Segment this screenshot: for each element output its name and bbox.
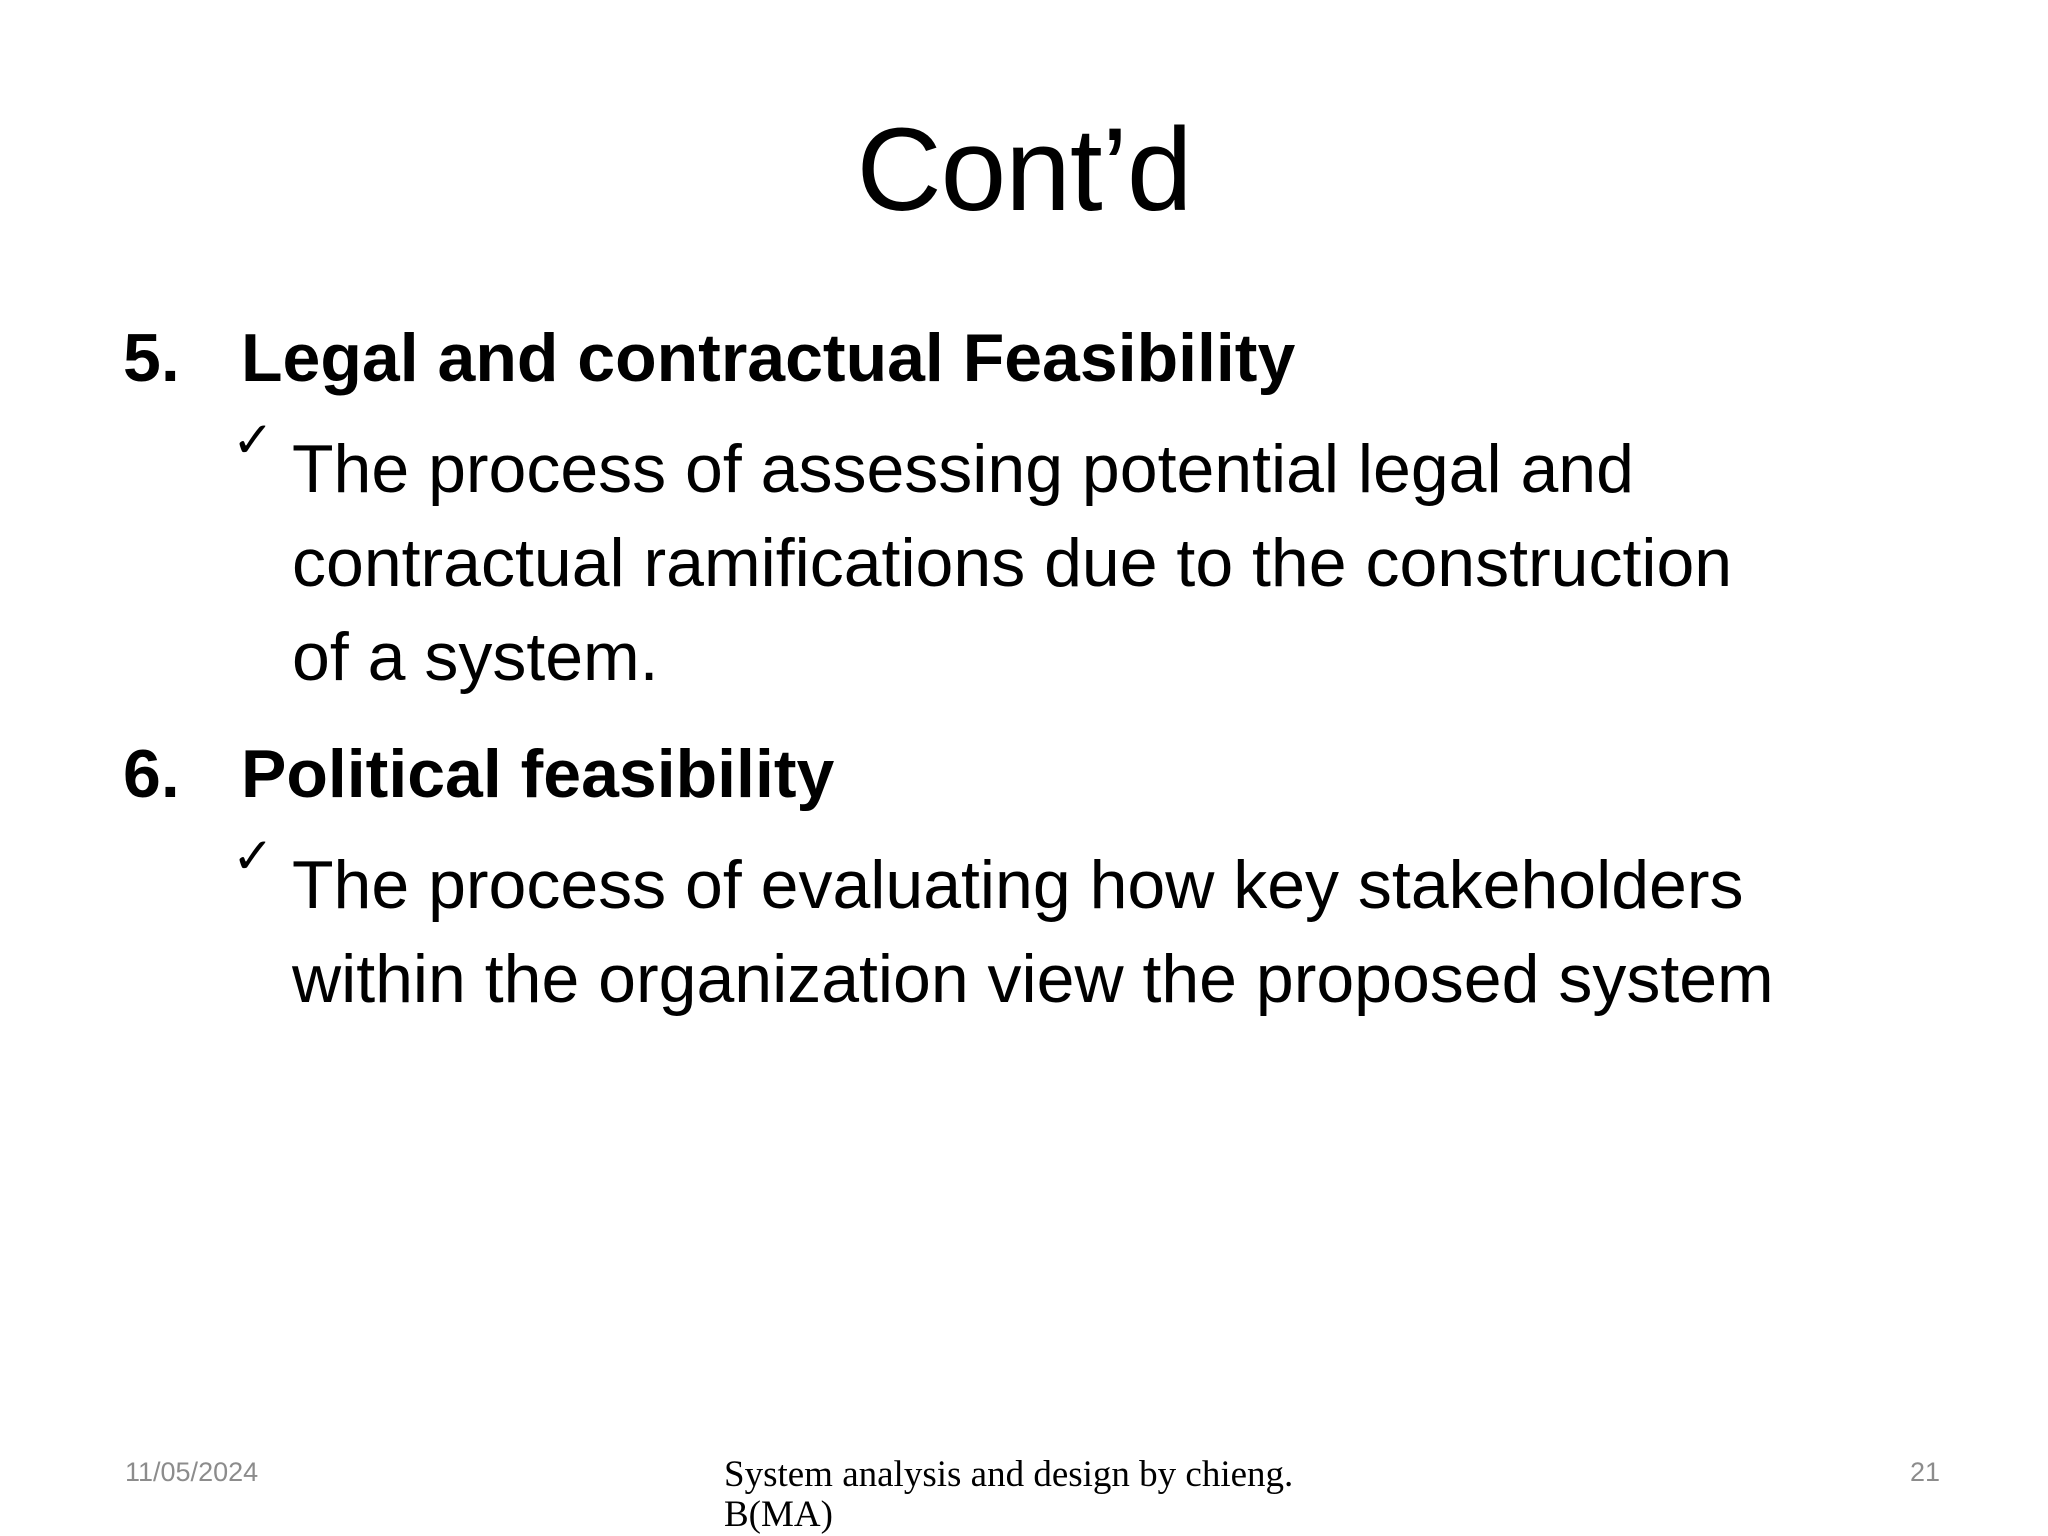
footer-credit-line: B(MA): [724, 1494, 833, 1535]
item-heading-political: [123, 734, 834, 814]
footer-presentation-credit: [724, 1455, 1293, 1535]
bullet-line: contractual ramifications due to the construction: [292, 525, 1733, 601]
footer-date: 11/05/2024: [125, 1457, 259, 1487]
item-number: 5.: [123, 320, 180, 396]
bullet-text-legal: [292, 422, 1732, 704]
bullet-line: The process of assessing potential legal and: [292, 431, 1634, 507]
checkmark-icon: ✓: [232, 827, 274, 885]
checkmark-icon: ✓: [232, 411, 274, 469]
item-heading-text: Political feasibility: [241, 736, 835, 812]
bullet-text-political: [292, 838, 1774, 1026]
bullet-line: of a system.: [292, 619, 659, 695]
footer-credit-line: System analysis and design by chieng.: [724, 1454, 1294, 1495]
item-heading-legal: [123, 318, 1295, 398]
item-heading-text: Legal and contractual Feasibility: [241, 320, 1296, 396]
item-number: 6.: [123, 736, 180, 812]
footer-page-number: 21: [1909, 1457, 1940, 1487]
slide-title: Cont’d: [856, 104, 1192, 236]
bullet-line: within the organization view the proposed system: [292, 941, 1774, 1017]
bullet-line: The process of evaluating how key stakeholders: [292, 847, 1744, 923]
